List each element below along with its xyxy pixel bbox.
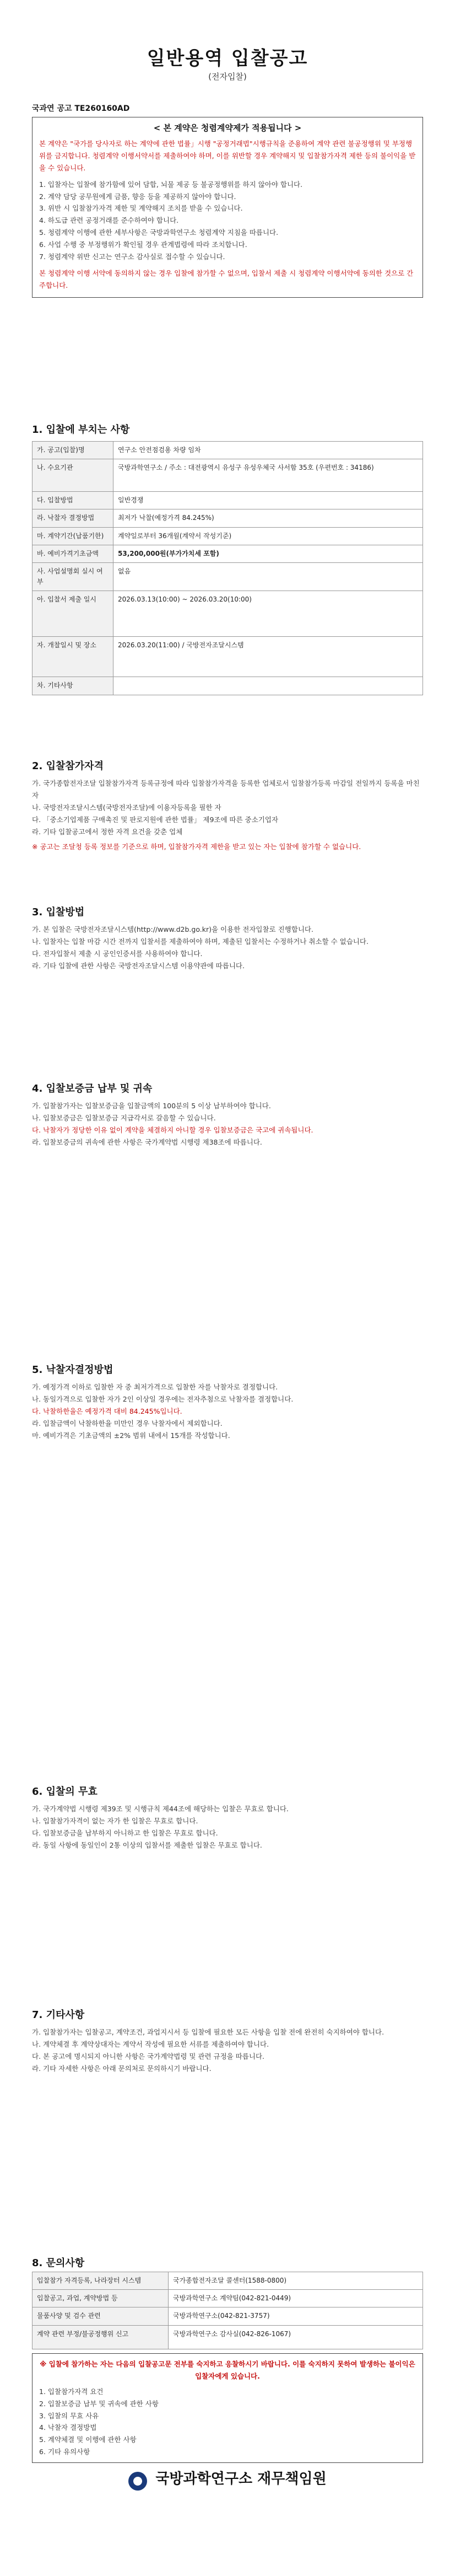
paragraph: 다. 입찰보증금을 납부하지 아니하고 한 입찰은 무효로 합니다.: [32, 1828, 218, 1837]
paragraph: 라. 입찰보증금의 귀속에 관한 사항은 국가계약법 시행령 제38조에 따릅니다.: [32, 1137, 262, 1146]
table-row: 입찰참가 자격등록, 나라장터 시스템 국가종합전자조달 콜센터(1588-0800): [32, 2272, 423, 2290]
notice-number: 국과연 공고 TE260160AD: [32, 104, 130, 113]
table-row: 자. 개찰일시 및 장소 2026.03.20(11:00) / 국방전자조달시스템: [32, 637, 423, 677]
section-6-body: [32, 1803, 423, 1852]
table-row: 가. 공고(입찰)명 연구소 안전점검용 차량 임차: [32, 442, 423, 459]
section-7-title: 7. 기타사항: [32, 2009, 85, 2021]
integrity-box-list: [39, 179, 416, 263]
paragraph: 나. 입찰보증금은 입찰보증금 지급각서로 갈음할 수 있습니다.: [32, 1113, 216, 1122]
integrity-box-footnote: 본 청렴계약 이행 서약에 동의하지 않는 경우 입찰에 참가할 수 없으며, 입찰서 제출 시 청렴계약 이행서약에 동의한 것으로 간주합니다.: [39, 269, 414, 289]
paragraph: 나. 입찰자는 입찰 마감 시간 전까지 입찰서를 제출하여야 하며, 제출된 입찰서는 수정하거나 취소할 수 없습니다.: [32, 937, 369, 946]
list-item: 3. 입찰의 무효 사유: [39, 2411, 99, 2420]
paragraph: 라. 동일 사항에 동일인이 2통 이상의 입찰서를 제출한 입찰은 무효로 합니다.: [32, 1840, 262, 1849]
paragraph: 다. 전자입찰서 제출 시 공인인증서를 사용하여야 합니다.: [32, 949, 203, 958]
bid-details-table: [32, 441, 423, 695]
section-5-body: [32, 1381, 423, 1441]
paragraph: 라. 기타 입찰공고에서 정한 자격 요건을 갖춘 업체: [32, 827, 183, 836]
list-item: 6. 기타 유의사항: [39, 2448, 90, 2456]
section-2-title: 2. 입찰참가자격: [32, 760, 104, 772]
paragraph: 나. 동일가격으로 입찰한 자가 2인 이상일 경우에는 전자추첨으로 낙찰자를 결정합니다.: [32, 1394, 294, 1403]
paragraph: 가. 국가계약법 시행령 제39조 및 시행규칙 제44조에 해당하는 입찰은 무효로 합니다.: [32, 1805, 289, 1813]
notice-box-heading: ※ 입찰에 참가하는 자는 다음의 입찰공고문 전부를 숙지하고 응찰하시기 바랍니다. 이를 숙지하지 못하여 발생하는 불이익은 입찰자에게 있습니다.: [40, 2360, 415, 2380]
paragraph: 가. 예정가격 이하로 입찰한 자 중 최저가격으로 입찰한 자를 낙찰자로 결정합니다.: [32, 1383, 278, 1391]
page-subtitle: (전자입찰): [208, 72, 247, 82]
contact-table: [32, 2272, 423, 2349]
section-5-title: 5. 낙찰자결정방법: [32, 1364, 113, 1376]
paragraph: 다. 본 공고에 명시되지 아니한 사항은 국가계약법령 및 관련 규정을 따릅니다.: [32, 2052, 265, 2060]
paragraph: 마. 예비가격은 기초금액의 ±2% 범위 내에서 15개를 작성합니다.: [32, 1431, 230, 1440]
list-item: 5. 청렴계약 이행에 관한 세부사항은 국방과학연구소 청렴계약 지침을 따릅니다.: [39, 228, 279, 237]
table-row: 아. 입찰서 제출 일시 2026.03.13(10:00) ~ 2026.03.20(10:00): [32, 591, 423, 637]
footer-organization: 국방과학연구소 재무책임원: [155, 2471, 327, 2487]
paragraph: 가. 입찰참가자는 입찰보증금을 입찰금액의 100분의 5 이상 납부하여야 합니다.: [32, 1102, 271, 1110]
agency-logo-icon: [128, 2472, 147, 2491]
paragraph: 가. 본 입찰은 국방전자조달시스템(http://www.d2b.go.kr)을 이용한 전자입찰로 진행합니다.: [32, 925, 313, 933]
paragraph: 라. 기타 자세한 사항은 아래 문의처로 문의하시기 바랍니다.: [32, 2064, 212, 2073]
paragraph: 다. 낙찰자가 정당한 이유 없이 계약을 체결하지 아니할 경우 입찰보증금은 국고에 귀속됩니다.: [32, 1125, 313, 1134]
paragraph: 가. 입찰참가자는 입찰공고, 계약조건, 과업지시서 등 입찰에 필요한 모든 사항을 입찰 전에 완전히 숙지하여야 합니다.: [32, 2028, 384, 2036]
list-item: 5. 계약체결 및 이행에 관한 사항: [39, 2435, 137, 2444]
table-row: 라. 낙찰자 결정방법 최저가 낙찰(예정가격 84.245%): [32, 509, 423, 527]
paragraph: 라. 입찰금액이 낙찰하한율 미만인 경우 낙찰자에서 제외합니다.: [32, 1419, 223, 1427]
table-row: 바. 예비가격기초금액 53,200,000원(부가가치세 포함): [32, 545, 423, 562]
page-title: 일반용역 입찰공고: [147, 47, 308, 69]
list-item: 7. 청렴계약 위반 신고는 연구소 감사실로 접수할 수 있습니다.: [39, 252, 225, 261]
section-2-note: ※ 공고는 조달청 등록 정보를 기준으로 하며, 입찰참가자격 제한을 받고 있는 자는 입찰에 참가할 수 없습니다.: [32, 842, 361, 851]
table-row: 계약 관련 부정/불공정행위 신고 국방과학연구소 감사실(042-826-1067): [32, 2325, 423, 2349]
paragraph: 나. 입찰참가자격이 없는 자가 한 입찰은 무효로 합니다.: [32, 1816, 198, 1825]
section-3-body: [32, 924, 423, 972]
paragraph: 가. 국가종합전자조달 입찰참가자격 등록규정에 따라 입찰참가자격을 등록한 업체로서 입찰참가등록 마감일 전일까지 등록을 마친 자: [32, 779, 420, 799]
section-3-title: 3. 입찰방법: [32, 906, 85, 918]
table-row: 나. 수요기관 국방과학연구소 / 주소 : 대전광역시 유성구 유성우체국 사서함 35호 (우편번호 : 34186): [32, 459, 423, 492]
list-item: 1. 입찰참가자격 요건: [39, 2387, 104, 2396]
paragraph: 나. 계약체결 후 계약상대자는 계약서 작성에 필요한 서류를 제출하여야 합니다.: [32, 2040, 269, 2048]
integrity-contract-box: [32, 117, 423, 298]
section-8-title: 8. 문의사항: [32, 2257, 85, 2269]
table-row: 사. 사업설명회 실시 여부 없음: [32, 562, 423, 591]
footer: [0, 2467, 455, 2491]
list-item: 6. 사업 수행 중 부정행위가 확인될 경우 관계법령에 따라 조치합니다.: [39, 240, 247, 249]
table-row: 차. 기타사항: [32, 677, 423, 695]
paragraph: 다. 「중소기업제품 구매촉진 및 판로지원에 관한 법률」 제9조에 따른 중소기업자: [32, 815, 279, 824]
list-item: 3. 위반 시 입찰참가자격 제한 및 계약해지 조치를 받을 수 있습니다.: [39, 204, 243, 213]
notice-box: [32, 2353, 423, 2463]
section-6-title: 6. 입찰의 무효: [32, 1786, 98, 1797]
list-item: 4. 하도급 관련 공정거래를 준수하여야 합니다.: [39, 216, 179, 225]
section-4-title: 4. 입찰보증금 납부 및 귀속: [32, 1083, 153, 1094]
section-4-body: [32, 1100, 423, 1149]
section-2-body: [32, 777, 423, 853]
table-row: 입찰공고, 과업, 계약방법 등 국방과학연구소 계약팀(042-821-0449): [32, 2290, 423, 2307]
paragraph: 나. 국방전자조달시스템(국방전자조달)에 이용자등록을 필한 자: [32, 803, 221, 812]
paragraph: 라. 기타 입찰에 관한 사항은 국방전자조달시스템 이용약관에 따릅니다.: [32, 961, 245, 970]
list-item: 2. 계약 담당 공무원에게 금품, 향응 등을 제공하지 않아야 합니다.: [39, 192, 236, 201]
integrity-box-heading: < 본 계약은 청렴계약제가 적용됩니다 >: [153, 123, 302, 133]
integrity-box-body: 본 계약은 "국가를 당사자로 하는 계약에 관한 법률」시행 "공정거래법"시행규칙을 준용하여 계약 관련 불공정행위 및 부정행위를 금지합니다. 청렴계약 이행서약서를 제출하여야 하며, 이를 위반할 경우 계약해지 및 입찰참가자격 제한 등의 불이익을 받을 수 있습니다.: [39, 139, 416, 172]
table-row: 물품사양 및 검수 관련 국방과학연구소(042-821-3757): [32, 2307, 423, 2325]
list-item: 1. 입찰자는 입찰에 참가함에 있어 담합, 뇌물 제공 등 불공정행위를 하지 않아야 합니다.: [39, 180, 303, 189]
list-item: 4. 낙찰자 결정방법: [39, 2423, 97, 2432]
table-row: 다. 입찰방법 일반경쟁: [32, 492, 423, 509]
section-7-body: [32, 2026, 423, 2075]
section-1-title: 1. 입찰에 부치는 사항: [32, 424, 130, 436]
notice-box-list: [39, 2386, 416, 2458]
paragraph: 다. 낙찰하한율은 예정가격 대비 84.245%입니다.: [32, 1407, 182, 1415]
table-row: 마. 계약기간(납품기한) 계약일로부터 36개월(계약서 작성기준): [32, 527, 423, 545]
list-item: 2. 입찰보증금 납부 및 귀속에 관한 사항: [39, 2399, 159, 2408]
